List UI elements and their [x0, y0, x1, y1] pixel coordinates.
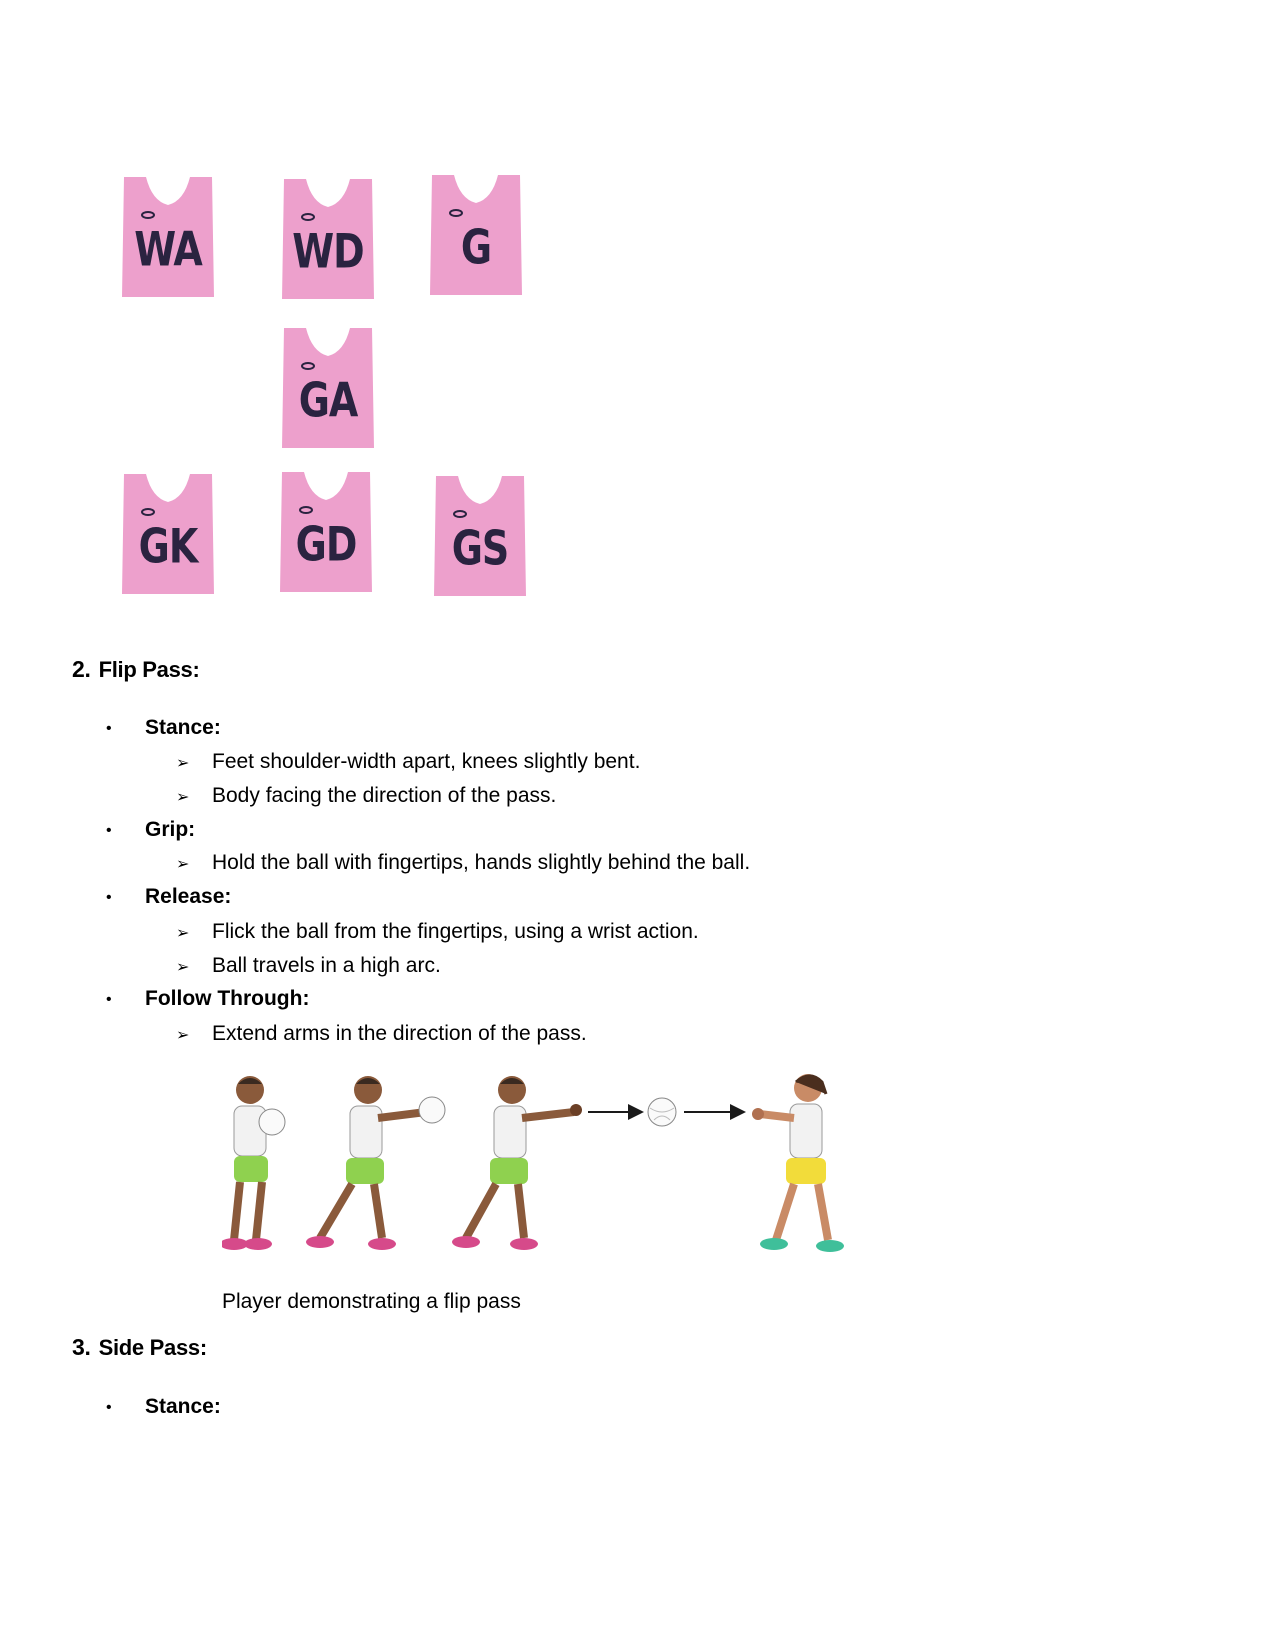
sub-point-text: Extend arms in the direction of the pass.	[212, 1022, 587, 1045]
arrow-bullet-icon: ➢	[176, 789, 190, 806]
brand-logo-icon	[140, 506, 156, 518]
bullet-icon: •	[106, 991, 112, 1008]
bib-ga	[278, 326, 378, 452]
brand-logo-icon	[298, 504, 314, 516]
sub-point-text: Body facing the direction of the pass.	[212, 784, 557, 807]
bib-wa	[118, 175, 218, 301]
section-title: Side Pass:	[98, 1335, 207, 1360]
bullet-icon: •	[106, 889, 112, 906]
arrow-bullet-icon: ➢	[176, 925, 190, 942]
brand-logo-icon	[300, 211, 316, 223]
bib-code: GD	[295, 516, 357, 572]
brand-logo-icon	[448, 207, 464, 219]
brand-logo-icon	[452, 508, 468, 520]
sub-point-text: Ball travels in a high arc.	[212, 954, 441, 977]
player-figure-2	[306, 1076, 445, 1250]
bullet-icon: •	[106, 822, 112, 839]
bullet-label: Follow Through:	[145, 987, 310, 1010]
bib-gd	[276, 470, 376, 596]
bullet-label: Stance:	[145, 1395, 221, 1418]
bullet-label: Stance:	[145, 716, 221, 739]
bullet-label: Release:	[145, 885, 232, 908]
sub-point-text: Feet shoulder-width apart, knees slightly bent.	[212, 750, 641, 773]
bullet-icon: •	[106, 720, 112, 737]
section-number: 3.	[72, 1334, 91, 1360]
section-number: 2.	[72, 656, 91, 682]
brand-logo-icon	[140, 209, 156, 221]
sub-point	[176, 954, 441, 978]
sub-point	[176, 920, 699, 944]
sub-point	[176, 750, 640, 774]
bib-code: WA	[134, 221, 202, 277]
sub-point	[176, 851, 750, 875]
player-figure-1	[222, 1076, 285, 1250]
section-title: Flip Pass:	[98, 657, 200, 682]
figure-caption: Player demonstrating a flip pass	[222, 1290, 521, 1313]
section-heading-side-pass	[72, 1334, 207, 1361]
bib-code: G	[460, 219, 492, 275]
bib-code: GA	[298, 372, 358, 428]
bib-gk	[118, 472, 218, 598]
section-heading-flip-pass	[72, 656, 200, 683]
sub-point-text: Hold the ball with fingertips, hands slightly behind the ball.	[212, 851, 751, 874]
bib-code: WD	[292, 223, 364, 279]
bullet-icon: •	[106, 1399, 112, 1416]
arrow-bullet-icon: ➢	[176, 1027, 190, 1044]
bullet-label: Grip:	[145, 818, 196, 841]
player-figure-3	[452, 1076, 582, 1250]
bib-gs	[430, 474, 530, 600]
bib-code: GK	[138, 518, 198, 574]
sub-point	[176, 1022, 587, 1046]
flip-pass-illustration	[222, 1068, 862, 1268]
sub-point-text: Flick the ball from the fingertips, using a wrist action.	[212, 920, 699, 943]
sub-point	[176, 784, 556, 808]
brand-logo-icon	[300, 360, 316, 372]
bib-code: GS	[451, 520, 509, 576]
bib-wd	[278, 177, 378, 303]
arrow-bullet-icon: ➢	[176, 856, 190, 873]
receiver-figure	[752, 1074, 844, 1252]
arrow-bullet-icon: ➢	[176, 755, 190, 772]
arrow-bullet-icon: ➢	[176, 959, 190, 976]
bib-g	[426, 173, 526, 299]
